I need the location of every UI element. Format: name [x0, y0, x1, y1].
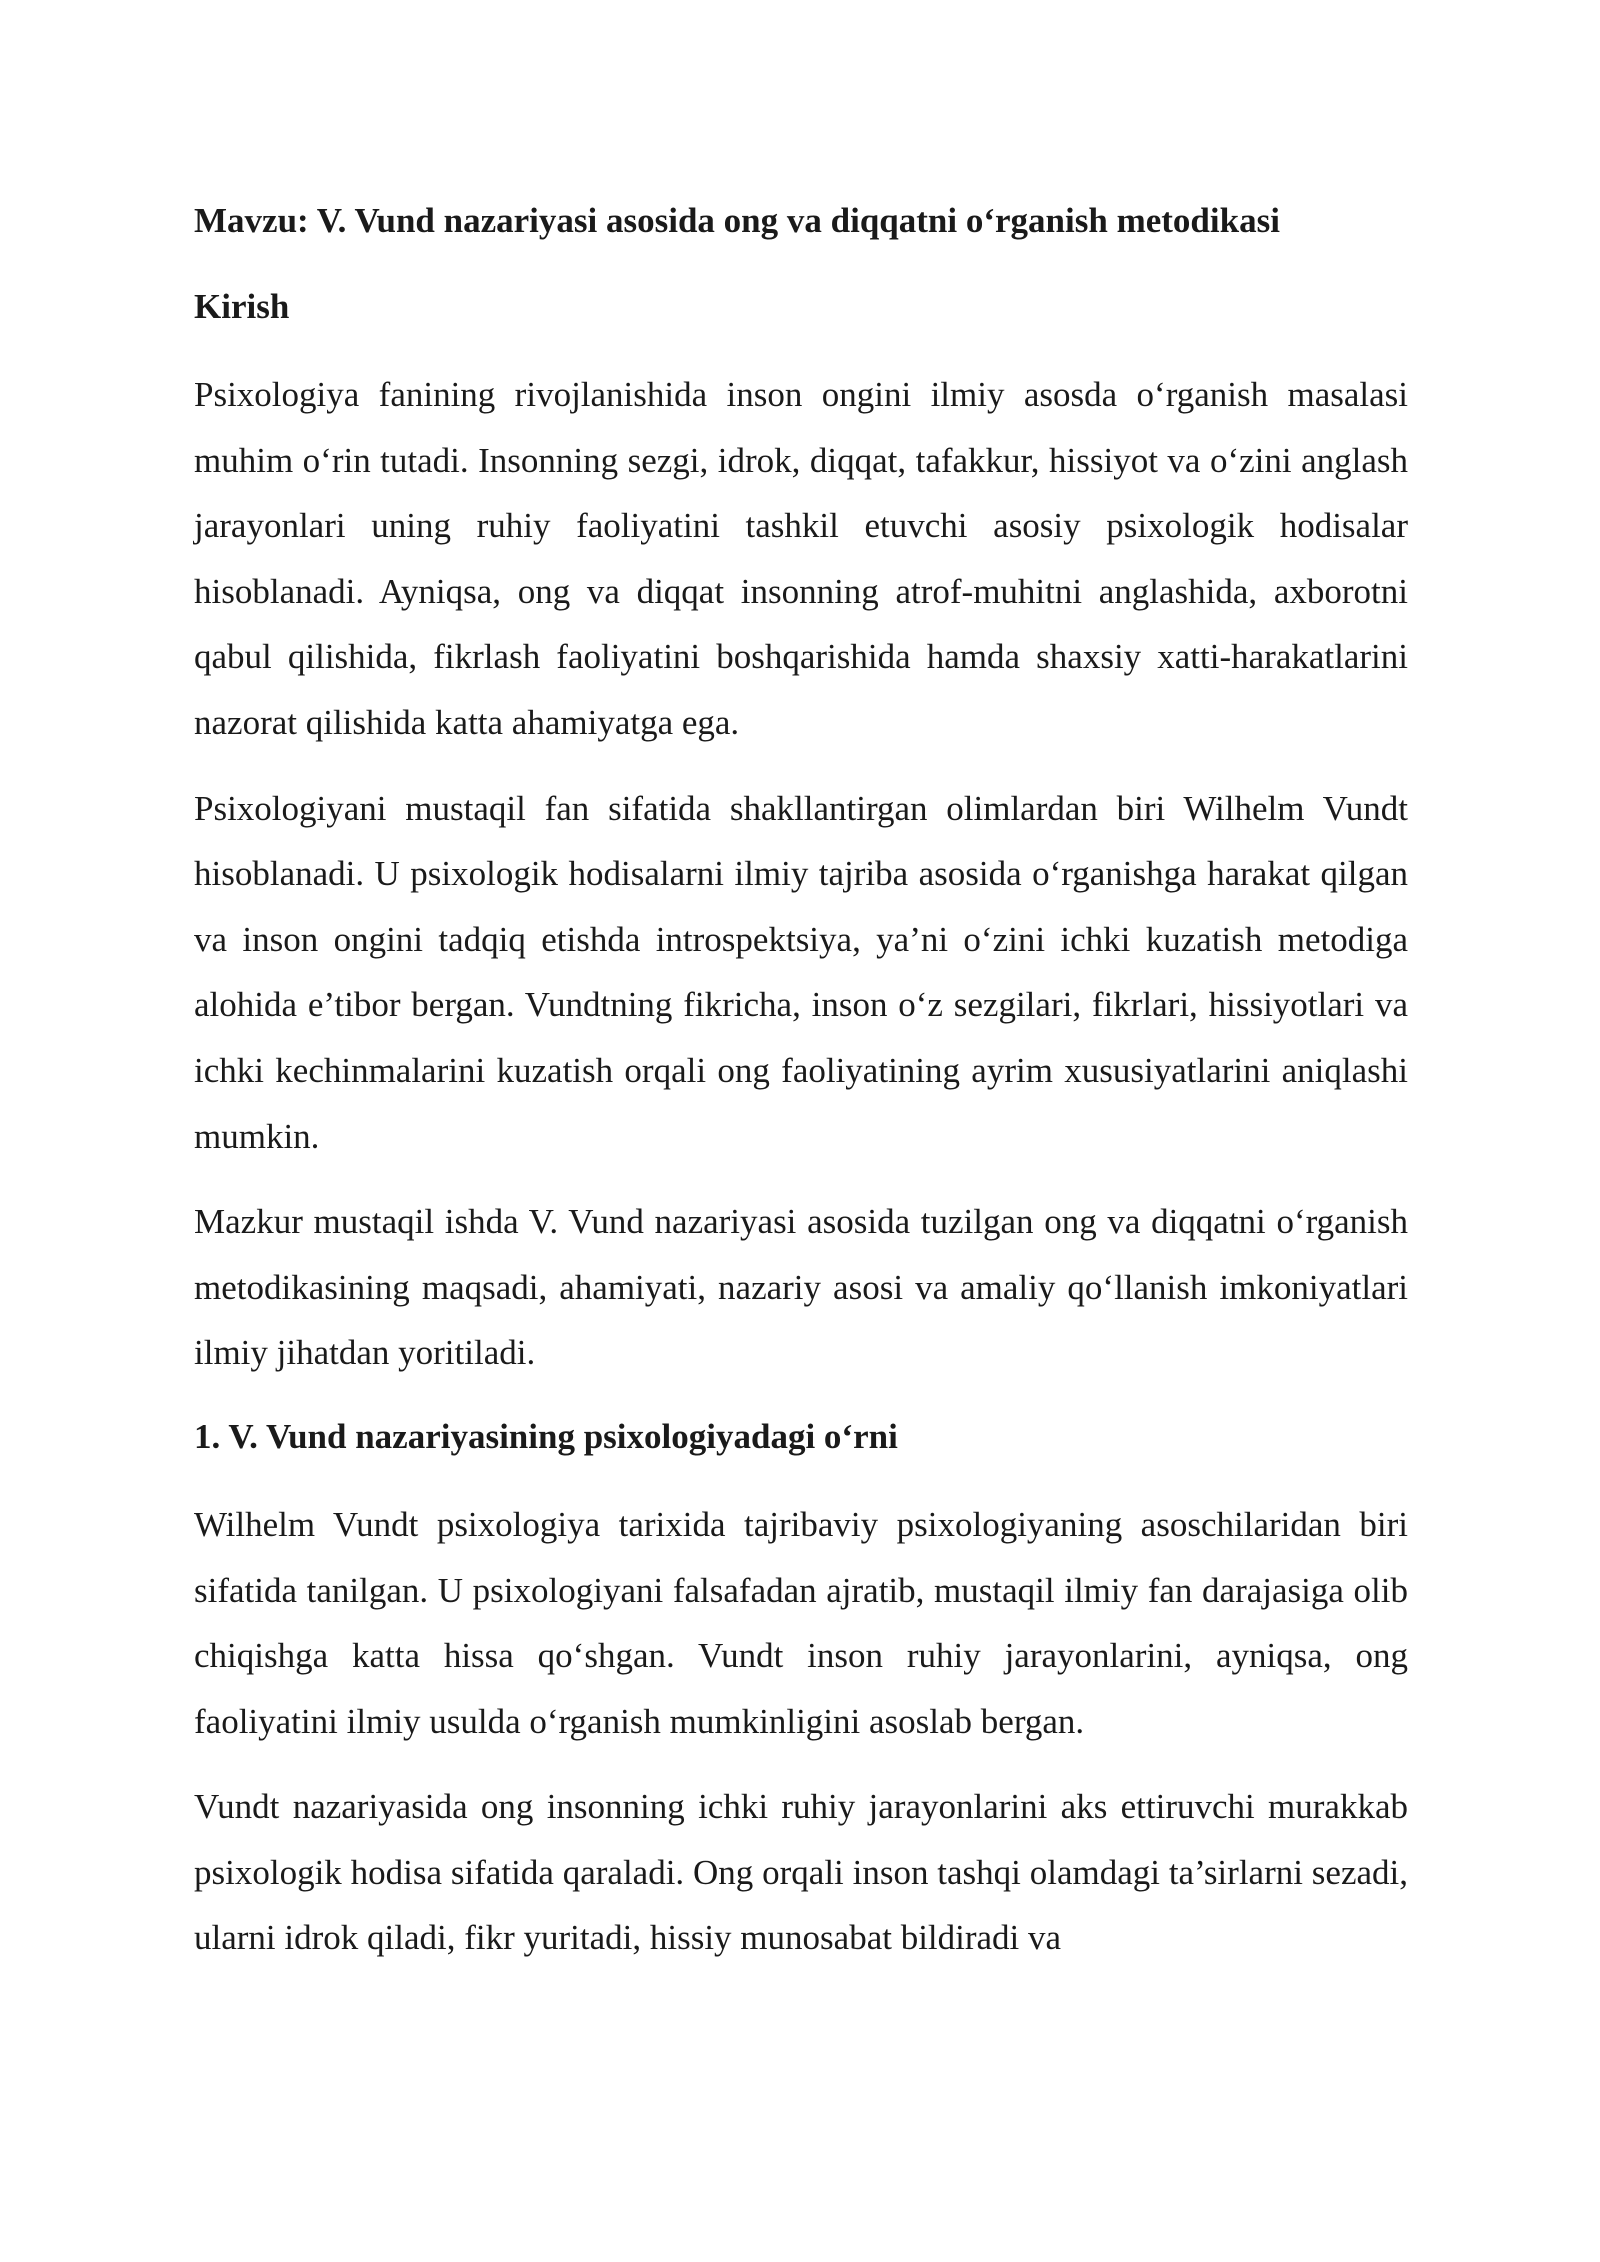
intro-heading: Kirish: [194, 287, 290, 326]
document-page: [194, 190, 1408, 1991]
section-1-paragraph-2: Vundt nazariyasida ong insonning ichki ruhiy jarayonlarini aks ettiruvchi murakkab psixologik hodisa sifatida qaraladi. Ong orqali inson tashqi olamdagi ta’sirlarni sezadi, ularni idrok qiladi, fikr yuritadi, hissiy munosabat bildiradi va: [194, 1787, 1408, 1958]
intro-paragraph-1: Psixologiya fanining rivojlanishida inson ongini ilmiy asosda o‘rganish masalasi muhim o‘rin tutadi. Insonning sezgi, idrok, diqqat, tafakkur, hissiyot va o‘zini anglash jarayonlari uning ruhiy faoliyatini tashkil etuvchi asosiy psixologik hodisalar hisoblanadi. Ayniqsa, ong va diqqat insonning atrof-muhitni anglashida, axborotni qabul qilishida, fikrlash faoliyatini boshqarishida hamda shaxsiy xatti-harakatlarini nazorat qilishida katta ahamiyatga ega.: [194, 375, 1408, 742]
section-1-heading: 1. V. Vund nazariyasining psixologiyadagi o‘rni: [194, 1416, 898, 1456]
intro-paragraph-3: Mazkur mustaqil ishda V. Vund nazariyasi asosida tuzilgan ong va diqqatni o‘rganish metodikasining maqsadi, ahamiyati, nazariy asosi va amaliy qo‘llanish imkoniyatlari ilmiy jihatdan yoritiladi.: [194, 1202, 1408, 1373]
intro-paragraph-2: Psixologiyani mustaqil fan sifatida shakllantirgan olimlardan biri Wilhelm Vundt hisoblanadi. U psixologik hodisalarni ilmiy tajriba asosida o‘rganishga harakat qilgan va inson ongini tadqiq etishda introspektsiya, ya’ni o‘zini ichki kuzatish metodiga alohida e’tibor bergan. Vundtning fikricha, inson o‘z sezgilari, fikrlari, hissiyotlari va ichki kechinmalarini kuzatish orqali ong faoliyatining ayrim xususiyatlarini aniqlashi mumkin.: [194, 788, 1408, 1156]
section-1-paragraph-1: Wilhelm Vundt psixologiya tarixida tajribaviy psixologiyaning asoschilaridan biri sifatida tanilgan. U psixologiyani falsafadan ajratib, mustaqil ilmiy fan darajasiga olib chiqishga katta hissa qo‘shgan. Vundt inson ruhiy jarayonlarini, ayniqsa, ong faoliyatini ilmiy usulda o‘rganish mumkinligini asoslab bergan.: [194, 1504, 1408, 1741]
document-title: Mavzu: V. Vund nazariyasi asosida ong va diqqatni o‘rganish metodikasi: [194, 201, 1280, 240]
